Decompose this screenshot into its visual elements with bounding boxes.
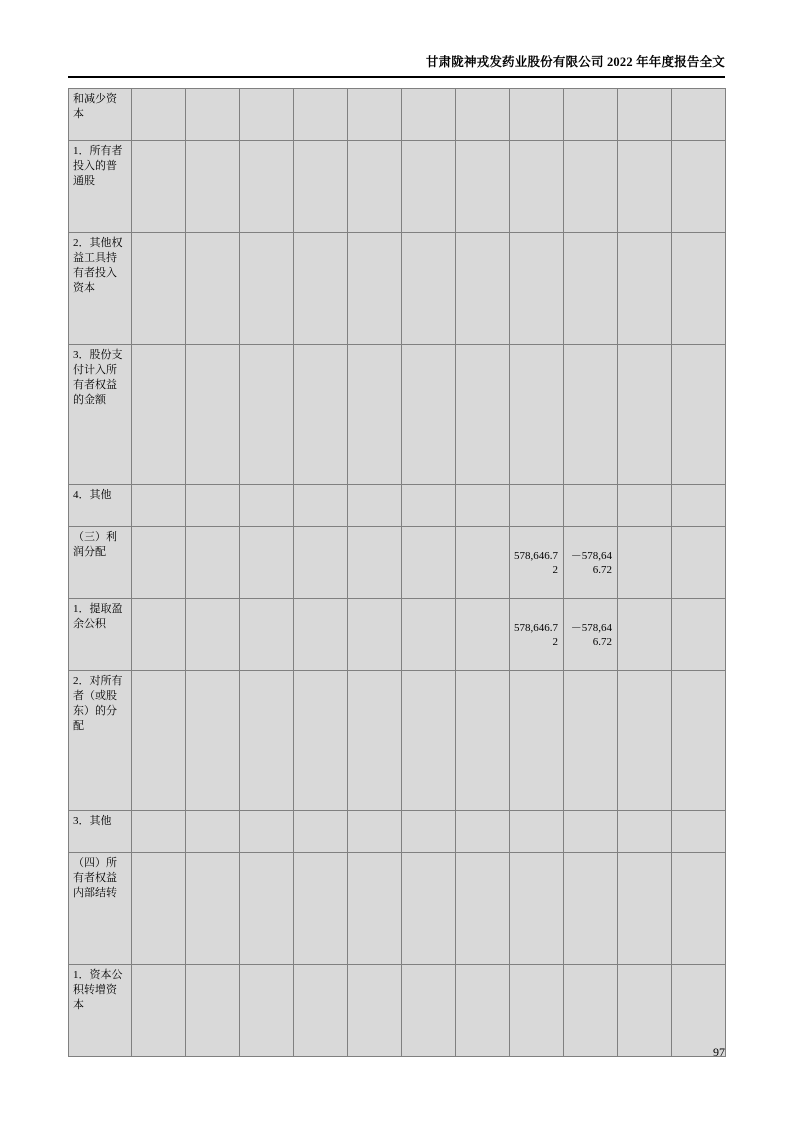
page-header: 甘肃陇神戎发药业股份有限公司 2022 年年度报告全文 (425, 55, 725, 69)
empty-cell (510, 811, 564, 853)
empty-cell (672, 89, 726, 141)
empty-cell (564, 965, 618, 1057)
empty-cell (672, 853, 726, 965)
empty-cell (186, 599, 240, 671)
empty-cell (240, 527, 294, 599)
empty-cell (618, 345, 672, 485)
empty-cell (132, 345, 186, 485)
empty-cell (348, 671, 402, 811)
row-label: 2．其他权益工具持有者投入资本 (69, 233, 132, 345)
row-label: 4．其他 (69, 485, 132, 527)
empty-cell (672, 527, 726, 599)
empty-cell (564, 671, 618, 811)
empty-cell (456, 233, 510, 345)
empty-cell (618, 485, 672, 527)
empty-cell (186, 853, 240, 965)
empty-cell (672, 345, 726, 485)
empty-cell (294, 485, 348, 527)
empty-cell (348, 89, 402, 141)
amount-cell: 578,646.72 (510, 527, 564, 599)
empty-cell (186, 89, 240, 141)
empty-cell (294, 811, 348, 853)
table-row (69, 89, 726, 141)
empty-cell (240, 233, 294, 345)
empty-cell (132, 141, 186, 233)
row-label: 1．所有者投入的普通股 (69, 141, 132, 233)
empty-cell (510, 965, 564, 1057)
empty-cell (456, 599, 510, 671)
empty-cell (456, 89, 510, 141)
header-divider (68, 76, 725, 78)
empty-cell (672, 965, 726, 1057)
empty-cell (510, 233, 564, 345)
empty-cell (402, 345, 456, 485)
empty-cell (186, 671, 240, 811)
empty-cell (618, 141, 672, 233)
empty-cell (240, 345, 294, 485)
empty-cell (618, 853, 672, 965)
empty-cell (348, 965, 402, 1057)
row-label: 3．其他 (69, 811, 132, 853)
empty-cell (672, 233, 726, 345)
empty-cell (348, 141, 402, 233)
empty-cell (132, 485, 186, 527)
amount-cell: 578,646.72 (510, 599, 564, 671)
row-label: 和减少资本 (69, 89, 132, 141)
empty-cell (402, 89, 456, 141)
page-number: 97 (713, 1045, 725, 1059)
empty-cell (348, 811, 402, 853)
empty-cell (402, 485, 456, 527)
empty-cell (240, 485, 294, 527)
row-label: 1．提取盈余公积 (69, 599, 132, 671)
empty-cell (618, 599, 672, 671)
table-body (69, 89, 726, 1057)
row-label: （三）利润分配 (69, 527, 132, 599)
empty-cell (294, 853, 348, 965)
empty-cell (672, 485, 726, 527)
empty-cell (402, 965, 456, 1057)
empty-cell (132, 671, 186, 811)
row-label: 1．资本公积转增资本 (69, 965, 132, 1057)
empty-cell (402, 853, 456, 965)
empty-cell (132, 965, 186, 1057)
table-row (69, 671, 726, 811)
empty-cell (564, 485, 618, 527)
empty-cell (348, 527, 402, 599)
empty-cell (186, 233, 240, 345)
empty-cell (402, 671, 456, 811)
empty-cell (294, 141, 348, 233)
empty-cell (402, 233, 456, 345)
empty-cell (186, 965, 240, 1057)
empty-cell (672, 599, 726, 671)
empty-cell (510, 671, 564, 811)
empty-cell (456, 345, 510, 485)
table-row (69, 345, 726, 485)
empty-cell (240, 671, 294, 811)
empty-cell (132, 853, 186, 965)
empty-cell (564, 233, 618, 345)
statement-of-changes-in-equity-table (68, 88, 726, 1057)
empty-cell (240, 853, 294, 965)
empty-cell (348, 853, 402, 965)
empty-cell (672, 671, 726, 811)
empty-cell (618, 671, 672, 811)
empty-cell (456, 853, 510, 965)
empty-cell (456, 811, 510, 853)
table-row (69, 965, 726, 1057)
empty-cell (402, 599, 456, 671)
empty-cell (294, 527, 348, 599)
empty-cell (132, 811, 186, 853)
empty-cell (132, 527, 186, 599)
table-row (69, 485, 726, 527)
empty-cell (456, 141, 510, 233)
empty-cell (510, 141, 564, 233)
empty-cell (348, 345, 402, 485)
empty-cell (456, 671, 510, 811)
empty-cell (186, 811, 240, 853)
empty-cell (510, 89, 564, 141)
empty-cell (240, 965, 294, 1057)
empty-cell (240, 141, 294, 233)
financial-table (68, 88, 726, 1057)
empty-cell (348, 233, 402, 345)
empty-cell (294, 345, 348, 485)
empty-cell (294, 233, 348, 345)
empty-cell (672, 811, 726, 853)
empty-cell (510, 853, 564, 965)
empty-cell (510, 345, 564, 485)
amount-cell: －578,646.72 (564, 599, 618, 671)
empty-cell (132, 233, 186, 345)
empty-cell (294, 965, 348, 1057)
empty-cell (240, 599, 294, 671)
empty-cell (186, 345, 240, 485)
empty-cell (672, 141, 726, 233)
empty-cell (564, 89, 618, 141)
empty-cell (618, 527, 672, 599)
empty-cell (456, 485, 510, 527)
empty-cell (618, 233, 672, 345)
table-row (69, 141, 726, 233)
empty-cell (294, 599, 348, 671)
row-label: 3．股份支付计入所有者权益的金额 (69, 345, 132, 485)
empty-cell (186, 141, 240, 233)
row-label: （四）所有者权益内部结转 (69, 853, 132, 965)
empty-cell (240, 89, 294, 141)
empty-cell (564, 141, 618, 233)
table-row (69, 233, 726, 345)
table-row (69, 811, 726, 853)
empty-cell (618, 965, 672, 1057)
empty-cell (294, 671, 348, 811)
table-row (69, 853, 726, 965)
table-row (69, 527, 726, 599)
empty-cell (240, 811, 294, 853)
empty-cell (618, 89, 672, 141)
empty-cell (348, 599, 402, 671)
empty-cell (402, 811, 456, 853)
table-row (69, 599, 726, 671)
empty-cell (456, 965, 510, 1057)
empty-cell (132, 599, 186, 671)
empty-cell (510, 485, 564, 527)
amount-cell: －578,646.72 (564, 527, 618, 599)
empty-cell (132, 89, 186, 141)
empty-cell (294, 89, 348, 141)
empty-cell (186, 485, 240, 527)
empty-cell (348, 485, 402, 527)
empty-cell (402, 527, 456, 599)
row-label: 2．对所有者（或股东）的分配 (69, 671, 132, 811)
empty-cell (564, 345, 618, 485)
empty-cell (564, 811, 618, 853)
empty-cell (186, 527, 240, 599)
empty-cell (456, 527, 510, 599)
empty-cell (564, 853, 618, 965)
empty-cell (618, 811, 672, 853)
empty-cell (402, 141, 456, 233)
